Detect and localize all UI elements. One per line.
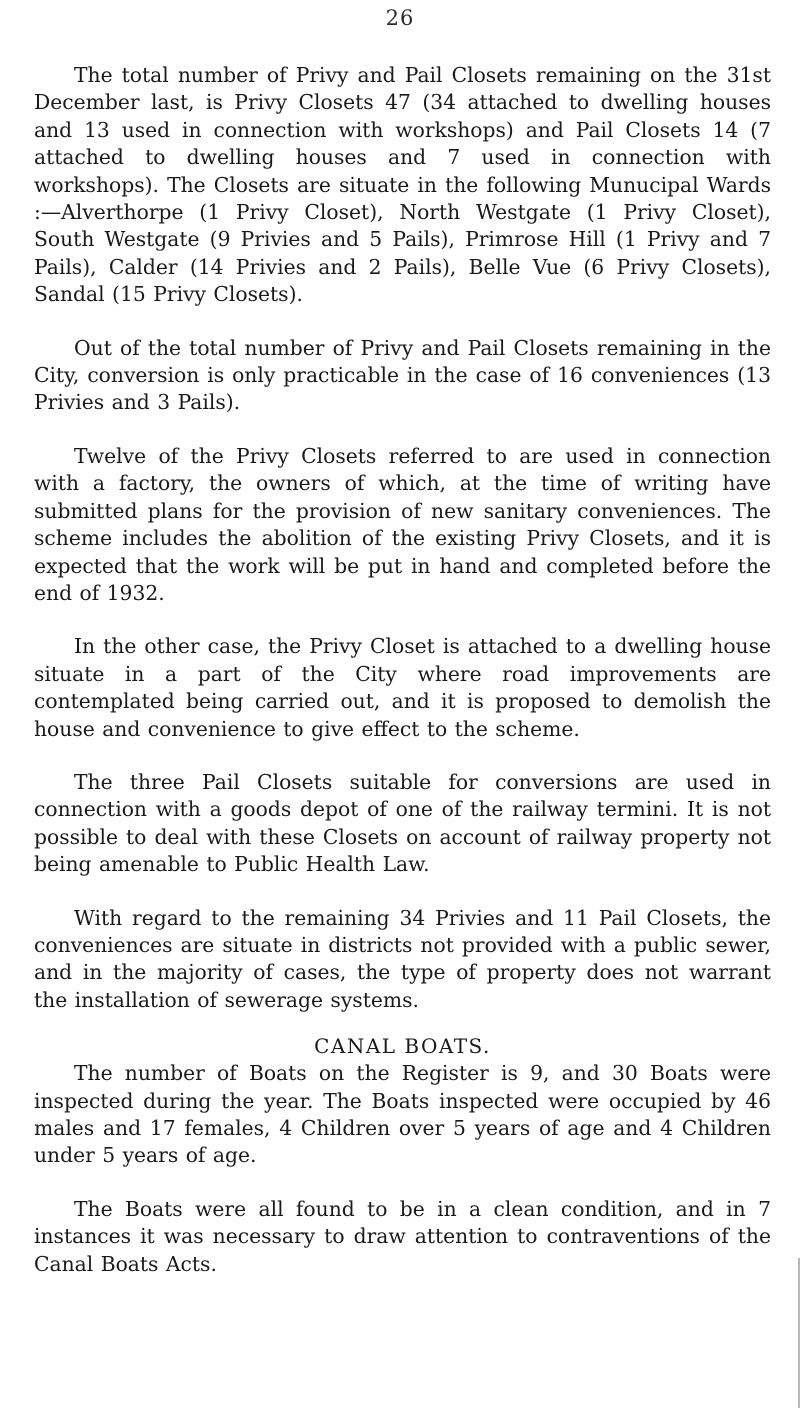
paragraph-closet-totals: The total number of Privy and Pail Closets remaining on the 31st December last, is Privy Closets 47 (34 attached to dwelling houses and 13 used in connection with workshops) and Pail Closets 14 (7 attached to dwelling houses and 7 used in connection with workshops). The Closets are situate in the following Munucipal Wards :—Alverthorpe (1 Privy Closet), North Westgate (1 Privy Closet), South Westgate (9 Privies and 5 Pails), Primrose Hill (1 Privy and 7 Pails), Calder (14 Privies and 2 Pails), Belle Vue (6 Privy Closets), Sandal (15 Privy Closets). bbox=[34, 63, 771, 307]
body-text bbox=[34, 62, 771, 1304]
section-heading-canal-boats: CANAL BOATS. bbox=[314, 1034, 491, 1059]
paragraph-pail-closets: The three Pail Closets suitable for conversions are used in connection with a goods depot of one of the railway termini. It is not possible to deal with these Closets on account of railway property not being amenable to Public Health Law. bbox=[34, 769, 771, 877]
paragraph-boats-register: The number of Boats on the Register is 9, and 30 Boats were inspected during the year. The Boats inspected were occupied by 46 males and 17 females, 4 Children over 5 years of age and 4 Children under 5 years of age. bbox=[34, 1061, 771, 1168]
page-number: 26 bbox=[385, 6, 415, 30]
paragraph-conversion: Out of the total number of Privy and Pail Closets remaining in the City, conversion is only practicable in the case of 16 conveniences (13 Privies and 3 Pails). bbox=[34, 335, 771, 415]
paragraph-remaining: With regard to the remaining 34 Privies and 11 Pail Closets, the conveniences are situate in districts not provided with a public sewer, and in the majority of cases, the type of property does not warrant the installation of sewerage systems. bbox=[34, 905, 771, 1012]
paragraph-boats-condition: The Boats were all found to be in a clean condition, and in 7 instances it was necessary to draw attention to contraventions of the Canal Boats Acts. bbox=[34, 1196, 771, 1276]
paragraph-factory: Twelve of the Privy Closets referred to are used in connection with a factory, the owners of which, at the time of writing have submitted plans for the provision of new sanitary conveniences. The scheme includes the abolition of the existing Privy Closets, and it is expected that the work will be put in hand and completed before the end of 1932. bbox=[34, 443, 771, 605]
paragraph-dwelling-house: In the other case, the Privy Closet is attached to a dwelling house situate in a part of the City where road improvements are contemplated being carried out, and it is proposed to demolish the house and convenience to give effect to the scheme. bbox=[34, 634, 771, 741]
